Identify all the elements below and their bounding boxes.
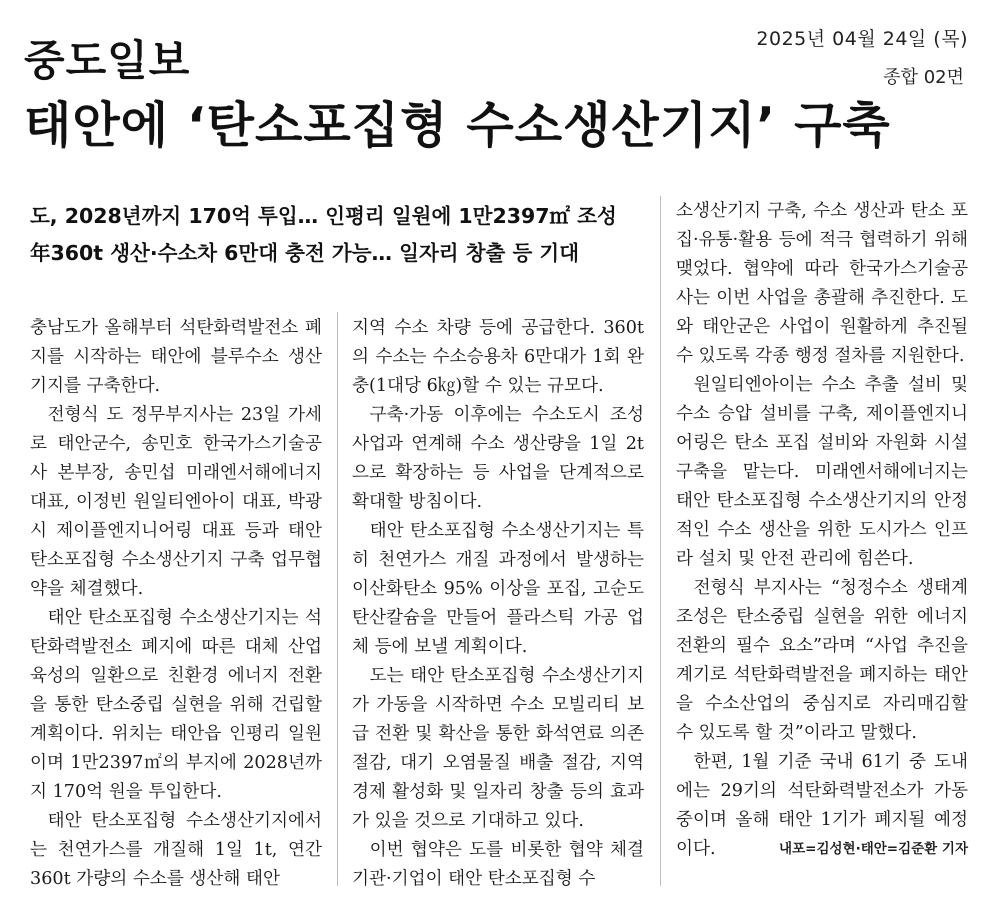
article-column-3 <box>676 197 968 864</box>
paragraph: 원일티엔아이는 수소 추출 설비 및 수소 승압 설비를 구축, 제이플엔지니어링은 탄소 포집 설비와 자원화 시설 구축을 맡는다. 미래엔서해에너지는 태안 탄소포집형 수소생산기지의 안정적인 수소 생산을 위한 도시가스 인프라 설치 및 안전 관리에 힘쓴다. <box>676 375 968 569</box>
article-column-1 <box>30 314 322 894</box>
paragraph: 이번 협약은 도를 비롯한 협약 체결 기관·기업이 태안 탄소포집형 수 <box>352 840 644 889</box>
paragraph: 태안 탄소포집형 수소생산기지는 석탄화력발전소 폐지에 따른 대체 산업 육성의 일환으로 친환경 에너지 전환을 통한 탄소중립 실현을 위해 건립할 계획이다. 위치는 태안읍 인평리 일원이며 1만2397㎡의 부지에 2028년까지 170억 원을 투입한다. <box>30 608 322 802</box>
publication-date: 2025년 04월 24일 (목) <box>756 28 968 50</box>
newspaper-masthead: 중도일보 <box>24 36 191 85</box>
paragraph: 지역 수소 차량 등에 공급한다. 360t의 수소는 수소승용차 6만대가 1회 완충(1대당 6㎏)할 수 있는 규모다. <box>352 318 644 396</box>
column-divider <box>660 196 661 886</box>
paragraph: 구축·가동 이후에는 수소도시 조성 사업과 연계해 수소 생산량을 1일 2t으로 확장하는 등 사업을 단계적으로 확대할 방침이다. <box>352 405 644 512</box>
article-byline: 내포=김성현·태안=김준환 기자 <box>779 841 968 857</box>
paragraph: 소생산기지 구축, 수소 생산과 탄소 포집·유통·활용 등에 적극 협력하기 위해 맺었다. 협약에 따라 한국가스기술공사는 이번 사업을 총괄해 추진한다. 도와 태안군은 사업이 원활하게 추진될 수 있도록 각종 행정 절차를 지원한다. <box>676 201 968 366</box>
section-page-label: 종합 02면 <box>883 67 964 88</box>
paragraph: 태안 탄소포집형 수소생산기지는 특히 천연가스 개질 과정에서 발생하는 이산화탄소 95% 이상을 포집, 고순도 탄산칼슘을 만들어 플라스틱 가공 업체 등에 보낼 계획이다. <box>352 521 644 657</box>
article-subhead-2: 年360t 생산·수소차 6만대 충전 가능… 일자리 창출 등 기대 <box>30 241 579 265</box>
paragraph: 전형식 부지사는 “청정수소 생태계 조성은 탄소중립 실현을 위한 에너지 전환의 필수 요소”라며 “사업 추진을 계기로 석탄화력발전을 폐지하는 태안을 수소산업의 중심지로 자리매김할 수 있도록 할 것”이라고 말했다. <box>676 578 968 743</box>
article-subhead-1: 도, 2028년까지 170억 투입… 인평리 일원에 1만2397㎡ 조성 <box>30 204 617 228</box>
paragraph <box>676 748 968 864</box>
paragraph: 충남도가 올해부터 석탄화력발전소 폐지를 시작하는 태안에 블루수소 생산기지를 구축한다. <box>30 318 322 396</box>
paragraph: 도는 태안 탄소포집형 수소생산기지가 가동을 시작하면 수소 모빌리티 보급 전환 및 확산을 통한 화석연료 의존 절감, 대기 오염물질 배출 절감, 지역경제 활성화 및 일자리 창출 등의 효과가 있을 것으로 기대하고 있다. <box>352 666 644 831</box>
paragraph-text: 한편, 1월 기준 국내 61기 중 도내에는 29기의 석탄화력발전소가 가동 중이며 올해 태안 1기가 폐지될 예정이다. <box>676 752 968 859</box>
paragraph: 태안 탄소포집형 수소생산기지에서는 천연가스를 개질해 1일 1t, 연간 360t 가량의 수소를 생산해 태안 <box>30 811 322 889</box>
article-column-2 <box>352 314 644 894</box>
column-divider <box>337 312 338 886</box>
article-headline: 태안에 ‘탄소포집형 수소생산기지’ 구축 <box>24 97 891 154</box>
paragraph: 전형식 도 정무부지사는 23일 가세로 태안군수, 송민호 한국가스기술공사 본부장, 송민섭 미래엔서해에너지 대표, 이정빈 원일티엔아이 대표, 박광시 제이플엔지니어링 대표 등과 태안 탄소포집형 수소생산기지 구축 업무협약을 체결했다. <box>30 405 322 599</box>
